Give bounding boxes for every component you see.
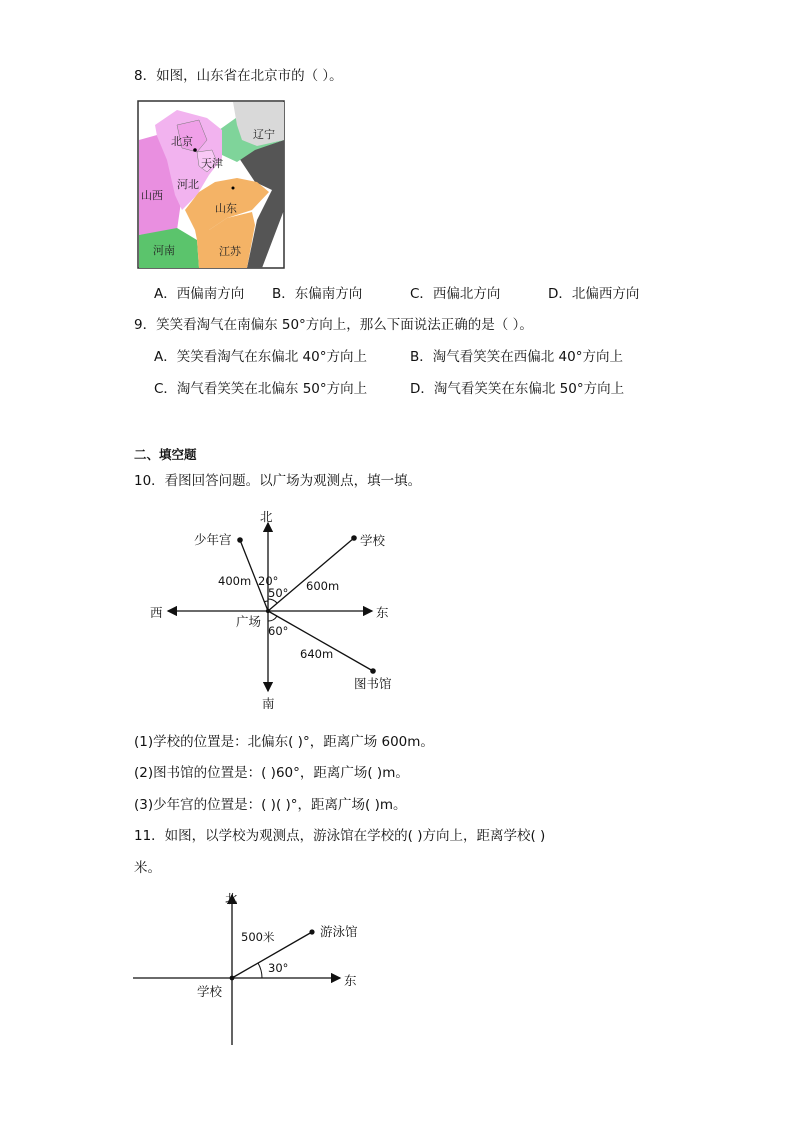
school-point xyxy=(351,535,357,541)
origin-point xyxy=(230,976,235,981)
dist-school-label: 600m xyxy=(306,579,340,593)
shandong-dot xyxy=(232,187,235,190)
q8-stem: 8．如图，山东省在北京市的（ ）。 xyxy=(134,68,343,84)
dist-youth-label: 400m xyxy=(218,574,252,588)
shandong-map xyxy=(137,100,285,270)
angle-library-label: 60° xyxy=(268,624,289,638)
north-label: 北 xyxy=(260,509,273,524)
q11-direction-diagram xyxy=(125,885,375,1050)
beijing-dot xyxy=(193,148,197,152)
q9-option-c[interactable]: C．淘气看笑笑在北偏东 50°方向上 xyxy=(154,381,368,397)
q10-sub2: (2)图书馆的位置是：( )60°，距离广场( )m。 xyxy=(134,765,409,781)
east-label: 东 xyxy=(376,605,389,620)
map-label-jiangsu: 江苏 xyxy=(219,245,241,258)
youth-palace-point xyxy=(237,537,243,543)
center-point xyxy=(266,609,270,613)
east-label: 东 xyxy=(344,973,357,988)
school-ray xyxy=(268,538,354,611)
q9-option-d[interactable]: D．淘气看笑笑在东偏北 50°方向上 xyxy=(410,381,625,397)
q10-direction-diagram xyxy=(140,505,410,715)
angle-school-label: 50° xyxy=(268,586,289,600)
distance-label: 500米 xyxy=(241,930,275,944)
q9-stem: 9．笑笑看淘气在南偏东 50°方向上，那么下面说法正确的是（ ）。 xyxy=(134,317,533,333)
q11-stem-line1: 11．如图，以学校为观测点，游泳馆在学校的( )方向上，距离学校( ) xyxy=(134,828,546,844)
north-label: 北 xyxy=(225,891,238,906)
pool-point xyxy=(309,929,314,934)
library-ray xyxy=(268,611,373,671)
q10-sub3: (3)少年宫的位置是：( )( )°，距离广场( )m。 xyxy=(134,797,407,813)
youth-palace-label: 少年宫 xyxy=(194,532,232,547)
q8-option-a[interactable]: A．西偏南方向 xyxy=(154,286,245,302)
q9-option-b[interactable]: B．淘气看笑笑在西偏北 40°方向上 xyxy=(410,349,623,365)
map-label-shandong: 山东 xyxy=(215,202,237,215)
q8-option-c[interactable]: C．西偏北方向 xyxy=(410,286,501,302)
south-label: 南 xyxy=(262,696,275,711)
angle-youth-label: 20° xyxy=(258,574,279,588)
library-label: 图书馆 xyxy=(354,676,392,691)
center-label: 广场 xyxy=(236,614,262,629)
q8-option-b[interactable]: B．东偏南方向 xyxy=(272,286,363,302)
west-label: 西 xyxy=(150,605,163,620)
q11-stem-line2: 米。 xyxy=(134,860,161,876)
angle-arc xyxy=(258,963,262,978)
map-label-shanxi: 山西 xyxy=(141,189,163,202)
q8-option-d[interactable]: D．北偏西方向 xyxy=(548,286,640,302)
q10-sub1: (1)学校的位置是：北偏东( )°，距离广场 600m。 xyxy=(134,734,434,750)
origin-label: 学校 xyxy=(197,984,223,999)
q10-stem: 10．看图回答问题。以广场为观测点，填一填。 xyxy=(134,473,422,489)
q9-option-a[interactable]: A．笑笑看淘气在东偏北 40°方向上 xyxy=(154,349,367,365)
map-label-beijing: 北京 xyxy=(171,135,193,148)
map-label-hebei: 河北 xyxy=(177,178,199,191)
dist-library-label: 640m xyxy=(300,647,334,661)
map-label-tianjin: 天津 xyxy=(201,157,223,170)
angle-label: 30° xyxy=(268,961,289,975)
angle-arc-library xyxy=(268,616,277,621)
library-point xyxy=(370,668,376,674)
map-label-henan: 河南 xyxy=(153,244,175,257)
section-title: 二、填空题 xyxy=(134,447,197,462)
map-label-liaoning: 辽宁 xyxy=(253,128,275,141)
pool-label: 游泳馆 xyxy=(320,924,358,939)
school-label: 学校 xyxy=(360,533,386,548)
